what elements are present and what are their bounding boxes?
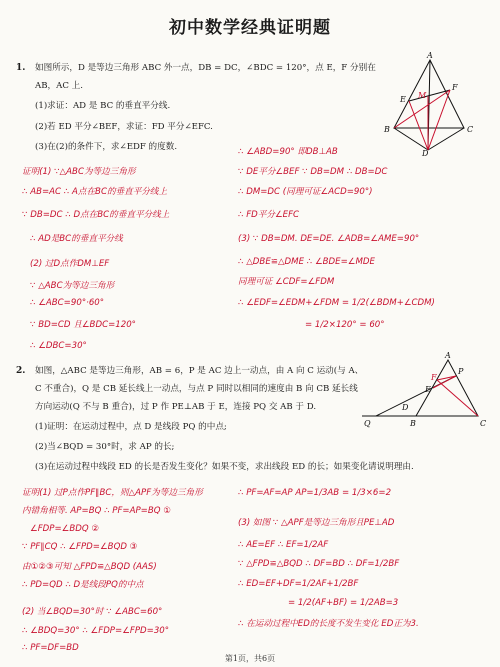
problem-2-line-3: 方向运动(Q 不与 B 重合)，过 P 作 PE⊥AB 于 E，连接 PQ 交 AB 于 D. (35, 402, 317, 412)
fig2-label-e: E (425, 385, 431, 394)
problem-2-line-6: (3)在运动过程中线段 ED 的长是否发生变化？如果不变，求出线段 ED 的长；如果变化请说明理由. (35, 462, 414, 472)
fig1-label-m: M (418, 91, 427, 100)
p2-hw-left-2: 内错角相等. AP=BQ ∴ PF=AP=BQ ① (22, 506, 171, 516)
p2-hw-right-6: = 1/2(AF+BF) = 1/2AB=3 (288, 598, 399, 608)
page-title: 初中数学经典证明题 (169, 18, 331, 38)
fig2-label-q: Q (364, 419, 371, 428)
p1-hw-left-1: 证明(1) ∵△ABC为等边三角形 (22, 167, 136, 177)
p2-hw-left-8: ∴ ∠BDQ=30° ∴ ∠FDP=∠FPD=30° (22, 626, 170, 636)
fig2-label-a: A (445, 351, 451, 360)
p2-hw-left-6: ∴ PD=QD ∴ D是线段PQ的中点 (22, 580, 144, 590)
p2-hw-left-1: 证明(1) 过P点作PF∥BC，则△APF为等边三角形 (22, 488, 203, 498)
p1-hw-right-5: (3) ∵ DB=DM. DE=DE. ∠ADB=∠AME=90° (238, 234, 420, 244)
page-footer: 第1页，共6页 (224, 654, 276, 663)
p2-hw-right-7: ∴ 在运动过程中ED的长度不发生变化 ED正为3. (238, 619, 419, 629)
fig2-label-d: D (402, 403, 409, 412)
fig2-label-c: C (480, 419, 487, 428)
p1-hw-left-2: ∴ AB=AC ∴ A点在BC的垂直平分线上 (22, 187, 168, 197)
p1-hw-left-5: (2) 过D点作DM⊥EF (30, 259, 110, 269)
p2-hw-left-7: (2) 当∠BQD=30°时 ∵ ∠ABC=60° (22, 607, 163, 617)
p1-hw-left-8: ∵ BD=CD 且∠BDC=120° (30, 320, 136, 330)
p2-hw-right-1: ∴ PF=AF=AP AP=1/3AB = 1/3×6=2 (238, 488, 392, 498)
p1-hw-right-6: ∴ △DBE≌△DME ∴ ∠BDE=∠MDE (238, 257, 375, 267)
p1-hw-right-3: ∴ DM=DC (同理可证∠ACD=90°) (238, 187, 373, 197)
fig2-label-b: B (410, 419, 416, 428)
p1-hw-left-9: ∴ ∠DBC=30° (30, 341, 87, 351)
fig2-label-p: P (458, 367, 464, 376)
p1-hw-right-8: ∴ ∠EDF=∠EDM+∠FDM = 1/2(∠BDM+∠CDM) (238, 298, 435, 308)
p1-hw-left-7: ∴ ∠ABC=90°·60° (30, 298, 105, 308)
fig1-label-d: D (422, 149, 429, 158)
problem-1-line-1: 如图所示，D 是等边三角形 ABC 外一点，DB = DC，∠BDC = 120°，点 E，F 分别在 (35, 63, 376, 73)
problem-2-figure (358, 352, 493, 432)
p1-hw-right-9: = 1/2×120° = 60° (305, 320, 385, 330)
p2-hw-right-5: ∴ ED=EF+DF=1/2AF+1/2BF (238, 579, 359, 589)
p1-hw-left-4: ∴ AD是BC的垂直平分线 (30, 234, 123, 244)
fig1-label-e: E (400, 95, 406, 104)
fig2-label-f: F (431, 373, 437, 382)
problem-2-line-4: (1)证明：在运动过程中，点 D 是线段 PQ 的中点; (35, 422, 227, 432)
p2-hw-right-2: (3) 如图 ∵ △APF是等边三角形且PE⊥AD (238, 518, 395, 528)
problem-2-line-5: (2)当∠BQD = 30°时，求 AP 的长; (35, 442, 175, 452)
p2-hw-right-3: ∴ AE=EF ∴ EF=1/2AF (238, 540, 329, 550)
fig1-label-c: C (467, 125, 474, 134)
problem-1-line-4: (2)若 ED 平分∠BEF，求证：FD 平分∠EFC. (35, 122, 213, 132)
p1-hw-right-1: ∴ ∠ABD=90° 即DB⊥AB (238, 147, 338, 157)
p1-hw-right-4: ∴ FD平分∠EFC (238, 210, 300, 220)
p2-hw-right-4: ∵ △FPD≌△BQD ∴ DF=BD ∴ DF=1/2BF (238, 559, 400, 569)
fig1-label-f: F (452, 83, 458, 92)
p2-hw-left-4: ∵ PF∥CQ ∴ ∠FPD=∠BQD ③ (22, 542, 138, 552)
p1-hw-left-6: ∵ △ABC为等边三角形 (30, 281, 115, 291)
problem-2-line-2: C 不重合)，Q 是 CB 延长线上一动点，与点 P 同时以相同的速度由 B 向 CB 延长线 (35, 384, 358, 394)
p2-hw-left-9: ∴ PF=DF=BD (22, 643, 79, 653)
problem-2-number: 2. (16, 366, 26, 376)
problem-1-line-3: (1)求证：AD 是 BC 的垂直平分线. (35, 101, 171, 111)
fig1-label-a: A (427, 51, 433, 60)
p2-hw-left-5: 由①②③可知 △FPD≌△BQD (AAS) (22, 562, 157, 572)
p2-hw-left-3: ∠FDP=∠BDQ ② (30, 524, 100, 534)
problem-1-number: 1. (16, 63, 26, 73)
p1-hw-right-7: 同理可证 ∠CDF=∠FDM (238, 277, 335, 287)
problem-1-line-5: (3)在(2)的条件下，求∠EDF 的度数. (35, 142, 178, 152)
p1-hw-right-2: ∵ DE平分∠BEF ∵ DB=DM ∴ DB=DC (238, 167, 388, 177)
problem-2-line-1: 如图，△ABC 是等边三角形，AB = 6，P 是 AC 边上一动点，由 A 向 C 运动(与 A、 (35, 366, 364, 376)
p1-hw-left-3: ∵ DB=DC ∴ D点在BC的垂直平分线上 (22, 210, 170, 220)
problem-1-line-2: AB，AC 上. (35, 81, 83, 91)
problem-1-figure (382, 50, 492, 158)
fig1-label-b: B (384, 125, 390, 134)
